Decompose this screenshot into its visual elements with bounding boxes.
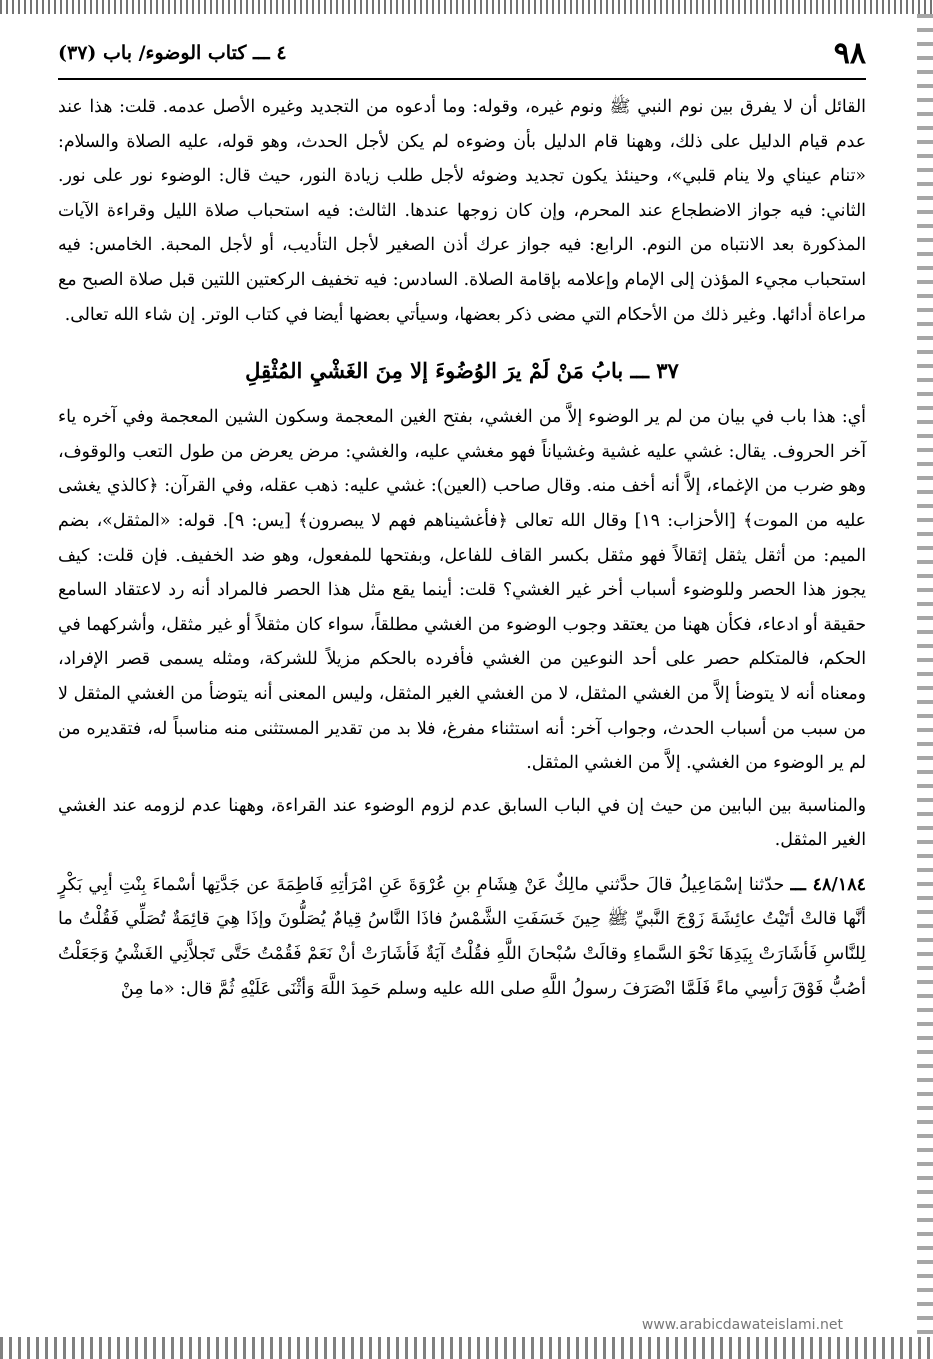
hadith-paragraph [58,868,866,1006]
commentary-paragraph-1: القائل أن لا يفرق بين نوم النبي ﷺ ونوم غيره، وقوله: وما أدعوه من التجديد وغيره الأصل عدمه. قلت: هذا عند عدم قيام الدليل على ذلك، وههنا قام الدليل بأن وضوءه لم يكن لأجل الحدث، وهو قوله، عليه الصلاة والسلام: «تنام عيناي ولا ينام قلبي»، وحينئذ يكون تجديد وضوئه لأجل طلب زيادة النور، حيث قال: الوضوء نور على نور. الثاني: فيه جواز الاضطجاع عند المحرم، وإن كان زوجها عندها. الثالث: فيه استحباب صلاة الليل وقراءة الآيات المذكورة بعد الانتباه من النوم. الرابع: فيه جواز عرك أذن الصغير لأجل التأديب، أو لأجل المحبة. الخامس: فيه استحباب مجيء المؤذن إلى الإمام وإعلامه بإقامة الصلاة. السادس: فيه تخفيف الركعتين اللتين قبل صلاة الصبح مع مراعاة أدائها. وغير ذلك من الأحكام التي مضى ذكر بعضها، وسيأتي بعضها أيضا في كتاب الوتر. إن شاء الله تعالى. [58,97,866,325]
commentary-paragraph-2: أي: هذا باب في بيان من لم ير الوضوء إلاَّ من الغشي، بفتح الغين المعجمة وسكون الشين المعجمة وفي آخره ياء آخر الحروف. يقال: غشي عليه غشية وغشياناً فهو مغشي عليه، والغشي: مرض يعرض من طول التعب والوقوف، وهو ضرب من الإغماء، إلاَّ أنه أخف منه. وقال صاحب (العين): غشي عليه: ذهب عقله، وفي القرآن: ﴿كالذي يغشى عليه من الموت﴾ [الأحزاب: ١٩] وقال الله تعالى ﴿فأغشيناهم فهم لا يبصرون﴾ [يس: ٩]. قوله: «المثقل»، بضم الميم: من أثقل يثقل إثقالاً فهو مثقل بكسر القاف للفاعل، وبفتحها للمفعول، وهو ضد الخفيف. فإن قلت: كيف يجوز هذا الحصر وللوضوء أسباب أخر غير الغشي؟ قلت: أينما يقع مثل هذا الحصر فالمراد أنه رد لاعتقاد السامع حقيقة أو ادعاء، فكأن ههنا من يعتقد وجوب الوضوء من الغشي مطلقاً، سواء كان مثقلاً أو غير مثقل، وأشركهما في الحكم، فالمتكلم حصر على أحد النوعين من الغشي فأفرده بالحكم مزيلاً للشركة، ومثله يسمى قصر الإفراد، ومعناه أنه لا يتوضأ إلاَّ من الغشي المثقل، لا من الغشي الغير المثقل، وليس المعنى أنه يتوضأ من الغشي المثقل لا من سبب من أسباب الحدث، وجواب آخر: أنه استثناء مفرغ، فلا بد من تقدير المستثنى منه مناسباً له، فتقديره من لم ير الوضوء من الغشي. إلاَّ من الغشي المثقل. [58,407,866,774]
bottom-ornamental-border [0,1337,933,1359]
commentary-paragraph-3: والمناسبة بين البابين من حيث إن في الباب السابق عدم لزوم الوضوء عند القراءة، وههنا عدم لزومه عند الغشي الغير المثقل. [58,795,866,851]
top-ornamental-border [0,0,933,14]
watermark: www.arabicdawateislami.net [641,1317,843,1333]
hadith-text: حدّثنا إسْمَاعِيلُ قالَ حدَّثني مالِكٌ عَنْ هِشَامِ بنِ عُرْوَةَ عَنِ امْرَأتِهِ فَاطِمَةَ عن جَدَّتِها أسْماءَ بِنْتِ أبِي بَكْرٍ أنَّها قالتْ أتَيْتُ عائِشَةَ زَوْجَ النَّبيِّ ﷺ حِينَ خَسَفَتِ الشَّمْسُ فاذَا النَّاسُ قِيامٌ يُصَلُّونَ وإذَا هِيَ قائِمَةٌ تُصَلِّي فَقُلْتُ ما لِلنَّاسِ فَأشَارَتْ بِيَدِهَا نَحْوَ السَّماءِ وقالَتْ سُبْحانَ اللَّهِ فقُلْتُ آيَةٌ فَأشَارَتْ أنْ نَعَمْ فَقُمْتُ حَتَّى تَجلاَّنِي الغَشْيُ وَجَعَلْتُ أصُبُّ فَوْقَ رَأسِي ماءً فَلَمَّا انْصَرَفَ رسولُ اللَّهِ صلى الله عليه وسلم حَمِدَ اللَّهَ وَأثْنَى عَلَيْهِ ثُمَّ قال: «ما مِنْ [58,874,866,999]
chapter-heading: ٣٧ ـــ بابُ مَنْ لَمْ يرَ الوُضُوءَ إلا مِنَ الغَشْيِ المُثْقِلِ [245,358,679,384]
hadith-number: ٤٨/١٨٤ ـــ [790,874,866,895]
running-title: ٤ ـــ كتاب الوضوء/ باب (٣٧) [58,42,287,64]
page-number: ٩٨ [833,35,866,71]
book-page [58,28,866,1328]
right-ornamental-border [917,14,933,1337]
page-header [58,28,866,80]
